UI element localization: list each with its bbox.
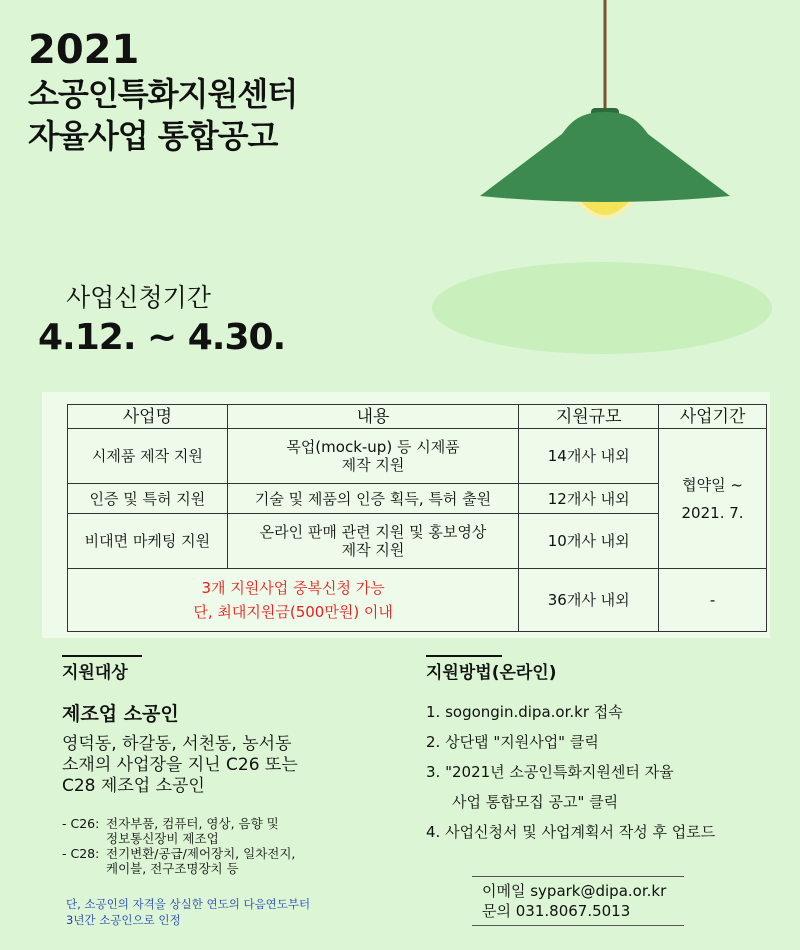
- program-period: [659, 429, 767, 569]
- lamp-illustration: [470, 0, 740, 230]
- col-header-scale: 지원규모: [519, 405, 659, 429]
- eligibility-note: [66, 896, 310, 928]
- note-code: - C26:: [62, 816, 100, 831]
- program-name: 시제품 제작 지원: [68, 429, 228, 484]
- content-line: 온라인 판매 관련 지원 및 홍보영상: [259, 523, 487, 542]
- program-content: [227, 483, 519, 514]
- title-line-2: 자율사업 통합공고: [28, 117, 278, 155]
- content-line: 목업(mock-up) 등 시제품: [286, 437, 460, 456]
- method-step-4: 4. 사업신청서 및 사업계획서 작성 후 업로드: [426, 823, 716, 841]
- content-line: 제작 지원: [341, 541, 405, 560]
- target-subheading: 제조업 소공인: [62, 703, 179, 725]
- note-item: [62, 816, 295, 846]
- col-header-program: 사업명: [68, 405, 228, 429]
- eligibility-note-line: 단, 소공인의 자격을 상실한 연도의 다음연도부터: [66, 897, 311, 911]
- note-text: 전기변환/공급/제어장치, 일차전지,: [106, 846, 296, 861]
- description-line: C28 제조업 소공인: [62, 776, 205, 796]
- note-text: 케이블, 전구조명장치 등: [106, 861, 239, 876]
- note-text: 정보통신장비 제조업: [106, 831, 219, 846]
- note-item: [62, 846, 295, 876]
- program-name: 인증 및 특허 지원: [68, 483, 228, 514]
- title-line-1: 소공인특화지원센터: [28, 75, 298, 113]
- content-line: 기술 및 제품의 인증 획득, 특허 출원: [254, 489, 492, 508]
- total-scale: 36개사 내외: [519, 569, 659, 632]
- program-scale: 12개사 내외: [519, 483, 659, 514]
- method-heading-bar: [426, 655, 502, 657]
- application-period-value: 4.12. ~ 4.30.: [38, 317, 286, 358]
- contact-phone: 문의 031.8067.5013: [482, 902, 631, 920]
- method-step-3: 3. "2021년 소공인특화지원센터 자율: [426, 763, 674, 781]
- program-content: [227, 429, 519, 484]
- contact-email: 이메일 sypark@dipa.or.kr: [482, 882, 667, 900]
- note-line: 단, 최대지원금(500만원) 이내: [193, 603, 393, 622]
- program-scale: 10개사 내외: [519, 514, 659, 569]
- col-header-period: 사업기간: [659, 405, 767, 429]
- method-step-3-cont: 사업 통합모집 공고" 클릭: [452, 793, 619, 811]
- target-heading: 지원대상: [62, 663, 128, 683]
- application-period-label: 사업신청기간: [66, 283, 211, 312]
- note-code: - C28:: [62, 846, 100, 861]
- method-heading: 지원방법(온라인): [426, 663, 557, 683]
- duplicate-application-note: [68, 569, 519, 632]
- target-description: [62, 734, 382, 797]
- program-name: 비대면 마케팅 지원: [68, 514, 228, 569]
- contact-box: [472, 876, 684, 926]
- method-step-1: 1. sogongin.dipa.or.kr 접속: [426, 703, 623, 721]
- description-line: 소재의 사업장을 지닌 C26 또는: [62, 755, 298, 775]
- col-header-content: 내용: [227, 405, 519, 429]
- total-period: -: [659, 569, 767, 632]
- industry-code-notes: [62, 816, 295, 876]
- eligibility-note-line: 3년간 소공인으로 인정: [66, 913, 181, 927]
- note-text: 전자부품, 컴퓨터, 영상, 음향 및: [106, 816, 279, 831]
- contact-text: [472, 877, 684, 925]
- method-steps: [426, 702, 715, 852]
- target-heading-bar: [62, 655, 142, 657]
- description-line: 영덕동, 하갈동, 서천동, 농서동: [62, 734, 292, 754]
- period-line: 협약일 ~: [682, 475, 743, 494]
- table-total-row: [68, 569, 767, 632]
- content-line: 제작 지원: [341, 455, 405, 474]
- period-line: 2021. 7.: [681, 503, 744, 522]
- program-table: [67, 404, 767, 632]
- table-row: [68, 429, 767, 484]
- program-content: [227, 514, 519, 569]
- title-year: 2021: [28, 27, 140, 73]
- lamp-shade: [480, 112, 730, 202]
- light-spot: [432, 262, 772, 354]
- program-scale: 14개사 내외: [519, 429, 659, 484]
- method-step-2: 2. 상단탭 "지원사업" 클릭: [426, 733, 599, 751]
- note-line: 3개 지원사업 중복신청 가능: [201, 579, 385, 598]
- contact-bottom-rule: [472, 925, 684, 926]
- table-header-row: [68, 405, 767, 429]
